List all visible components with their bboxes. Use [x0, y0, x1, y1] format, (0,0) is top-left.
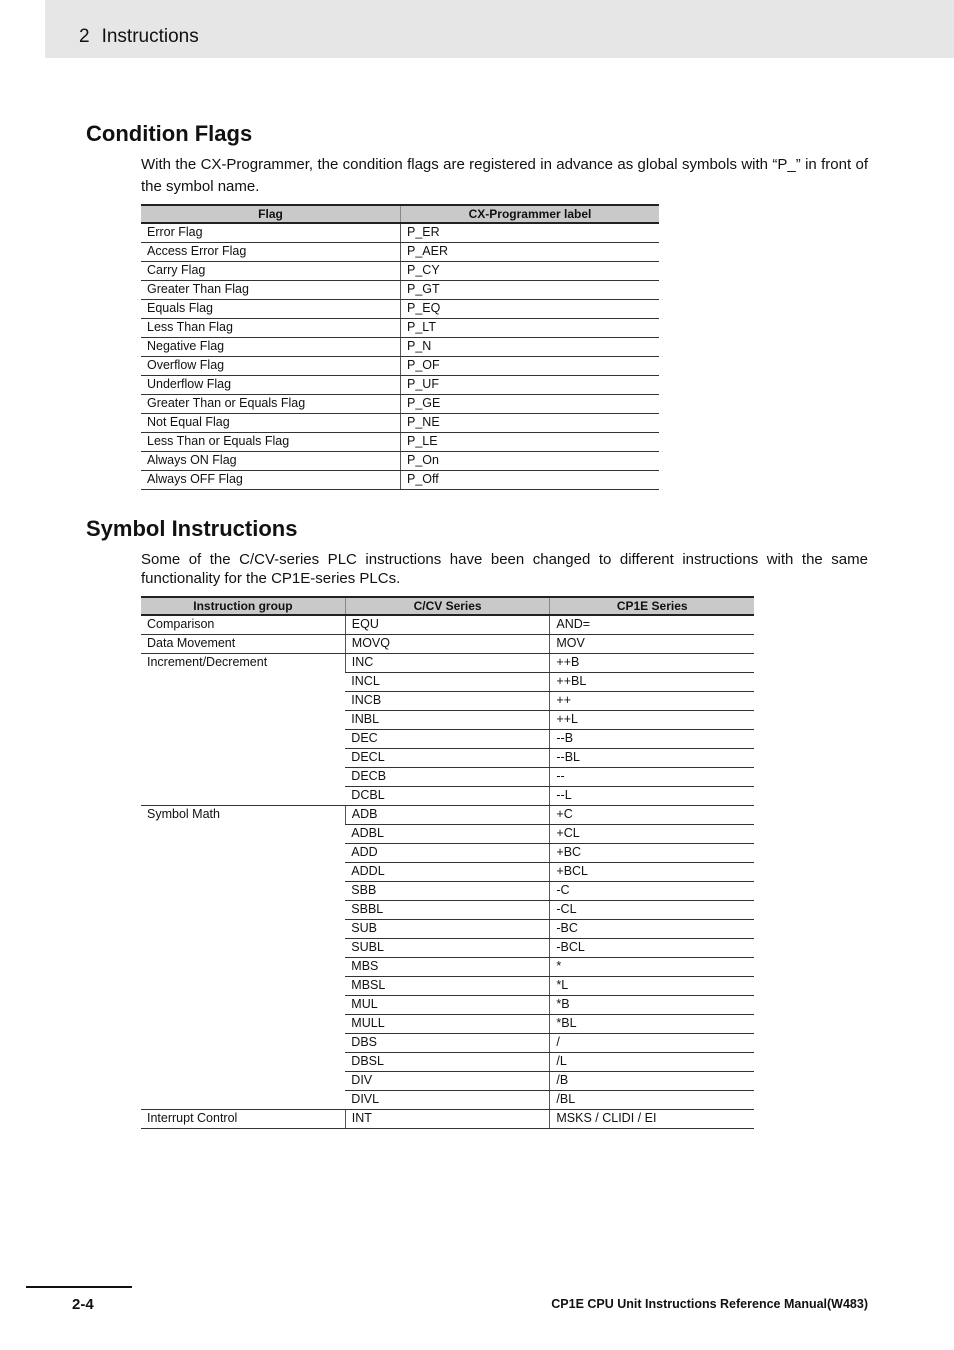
ccv-series-cell: SBB — [345, 882, 550, 901]
flag-name-cell: Greater Than Flag — [141, 281, 401, 300]
flag-label-cell: P_NE — [401, 414, 660, 433]
ccv-series-cell: DIVL — [345, 1091, 550, 1110]
cp1e-series-cell: -BC — [550, 920, 754, 939]
cp1e-series-cell: +BCL — [550, 863, 754, 882]
section-number: 2 — [79, 26, 90, 47]
flag-name-cell: Negative Flag — [141, 338, 401, 357]
cp1e-series-cell: MSKS / CLIDI / EI — [550, 1110, 754, 1129]
flag-label-cell: P_N — [401, 338, 660, 357]
cp1e-series-cell: *BL — [550, 1015, 754, 1034]
cp1e-series-cell: -CL — [550, 901, 754, 920]
table-row — [141, 243, 659, 262]
page-number: 2-4 — [72, 1296, 94, 1313]
table-row — [141, 806, 754, 825]
table-row — [141, 300, 659, 319]
ccv-series-cell: DCBL — [345, 787, 550, 806]
cp1e-series-cell: --B — [550, 730, 754, 749]
condition-flags-heading: Condition Flags — [86, 121, 253, 146]
flag-name-cell: Overflow Flag — [141, 357, 401, 376]
column-header-cp1e: CP1E Series — [550, 597, 754, 615]
cp1e-series-cell: * — [550, 958, 754, 977]
manual-title: CP1E CPU Unit Instructions Reference Manual(W483) — [551, 1297, 868, 1311]
ccv-series-cell: INC — [345, 654, 550, 673]
ccv-series-cell: DECL — [345, 749, 550, 768]
flag-name-cell: Equals Flag — [141, 300, 401, 319]
flag-name-cell: Error Flag — [141, 223, 401, 243]
instruction-group-cell: Symbol Math — [141, 806, 345, 1110]
cp1e-series-cell: ++BL — [550, 673, 754, 692]
ccv-series-cell: SUB — [345, 920, 550, 939]
flag-name-cell: Not Equal Flag — [141, 414, 401, 433]
ccv-series-cell: MOVQ — [345, 635, 550, 654]
table-header-row — [141, 597, 754, 615]
cp1e-series-cell: /L — [550, 1053, 754, 1072]
table-row — [141, 357, 659, 376]
ccv-series-cell: MULL — [345, 1015, 550, 1034]
flag-name-cell: Less Than or Equals Flag — [141, 433, 401, 452]
footer-rule — [26, 1286, 132, 1288]
column-header-ccv: C/CV Series — [345, 597, 550, 615]
table-row — [141, 471, 659, 490]
flag-label-cell: P_AER — [401, 243, 660, 262]
column-header-label: CX-Programmer label — [401, 205, 660, 223]
cp1e-series-cell: --L — [550, 787, 754, 806]
ccv-series-cell: DBS — [345, 1034, 550, 1053]
cp1e-series-cell: MOV — [550, 635, 754, 654]
table-row — [141, 395, 659, 414]
table-row — [141, 433, 659, 452]
section-header — [79, 26, 199, 48]
ccv-series-cell: INBL — [345, 711, 550, 730]
ccv-series-cell: MBSL — [345, 977, 550, 996]
ccv-series-cell: ADDL — [345, 863, 550, 882]
table-row — [141, 615, 754, 635]
ccv-series-cell: ADBL — [345, 825, 550, 844]
symbol-instructions-heading: Symbol Instructions — [86, 516, 298, 541]
ccv-series-cell: SUBL — [345, 939, 550, 958]
table-row — [141, 635, 754, 654]
column-header-group: Instruction group — [141, 597, 345, 615]
instruction-group-cell: Increment/Decrement — [141, 654, 345, 806]
table-row — [141, 654, 754, 673]
flag-name-cell: Greater Than or Equals Flag — [141, 395, 401, 414]
instruction-group-cell: Data Movement — [141, 635, 345, 654]
condition-flags-table — [141, 204, 659, 490]
ccv-series-cell: INCB — [345, 692, 550, 711]
flag-name-cell: Less Than Flag — [141, 319, 401, 338]
ccv-series-cell: DBSL — [345, 1053, 550, 1072]
cp1e-series-cell: -BCL — [550, 939, 754, 958]
instruction-group-cell: Interrupt Control — [141, 1110, 345, 1129]
cp1e-series-cell: +BC — [550, 844, 754, 863]
flag-label-cell: P_Off — [401, 471, 660, 490]
ccv-series-cell: INT — [345, 1110, 550, 1129]
cp1e-series-cell: *B — [550, 996, 754, 1015]
flag-name-cell: Carry Flag — [141, 262, 401, 281]
ccv-series-cell: ADB — [345, 806, 550, 825]
ccv-series-cell: EQU — [345, 615, 550, 635]
cp1e-series-cell: -C — [550, 882, 754, 901]
ccv-series-cell: MBS — [345, 958, 550, 977]
cp1e-series-cell: --BL — [550, 749, 754, 768]
cp1e-series-cell: +CL — [550, 825, 754, 844]
cp1e-series-cell: -- — [550, 768, 754, 787]
cp1e-series-cell: +C — [550, 806, 754, 825]
flag-label-cell: P_OF — [401, 357, 660, 376]
ccv-series-cell: MUL — [345, 996, 550, 1015]
instruction-group-cell: Comparison — [141, 615, 345, 635]
cp1e-series-cell: /BL — [550, 1091, 754, 1110]
flag-label-cell: P_LE — [401, 433, 660, 452]
symbol-instructions-paragraph: Some of the C/CV-series PLC instructions have been changed to different instructions with the same functionality for the CP1E-series PLCs. — [141, 551, 868, 587]
ccv-series-cell: DECB — [345, 768, 550, 787]
ccv-series-cell: SBBL — [345, 901, 550, 920]
flag-name-cell: Underflow Flag — [141, 376, 401, 395]
ccv-series-cell: INCL — [345, 673, 550, 692]
table-row — [141, 262, 659, 281]
flag-name-cell: Always OFF Flag — [141, 471, 401, 490]
table-row — [141, 414, 659, 433]
cp1e-series-cell: AND= — [550, 615, 754, 635]
flag-name-cell: Access Error Flag — [141, 243, 401, 262]
flag-name-cell: Always ON Flag — [141, 452, 401, 471]
flag-label-cell: P_On — [401, 452, 660, 471]
cp1e-series-cell: ++B — [550, 654, 754, 673]
flag-label-cell: P_GE — [401, 395, 660, 414]
section-title: Instructions — [101, 26, 199, 47]
table-header-row — [141, 205, 659, 223]
ccv-series-cell: DEC — [345, 730, 550, 749]
flag-label-cell: P_UF — [401, 376, 660, 395]
flag-label-cell: P_ER — [401, 223, 660, 243]
cp1e-series-cell: *L — [550, 977, 754, 996]
table-row — [141, 452, 659, 471]
table-row — [141, 319, 659, 338]
table-row — [141, 223, 659, 243]
flag-label-cell: P_EQ — [401, 300, 660, 319]
ccv-series-cell: ADD — [345, 844, 550, 863]
condition-flags-paragraph: With the CX-Programmer, the condition flags are registered in advance as global symbols with “P_” in front of the symbol name. — [141, 156, 868, 195]
cp1e-series-cell: ++L — [550, 711, 754, 730]
table-row — [141, 1110, 754, 1129]
column-header-flag: Flag — [141, 205, 401, 223]
flag-label-cell: P_CY — [401, 262, 660, 281]
flag-label-cell: P_LT — [401, 319, 660, 338]
cp1e-series-cell: /B — [550, 1072, 754, 1091]
cp1e-series-cell: / — [550, 1034, 754, 1053]
cp1e-series-cell: ++ — [550, 692, 754, 711]
ccv-series-cell: DIV — [345, 1072, 550, 1091]
table-row — [141, 338, 659, 357]
symbol-instructions-table — [141, 596, 754, 1129]
flag-label-cell: P_GT — [401, 281, 660, 300]
table-row — [141, 281, 659, 300]
table-row — [141, 376, 659, 395]
